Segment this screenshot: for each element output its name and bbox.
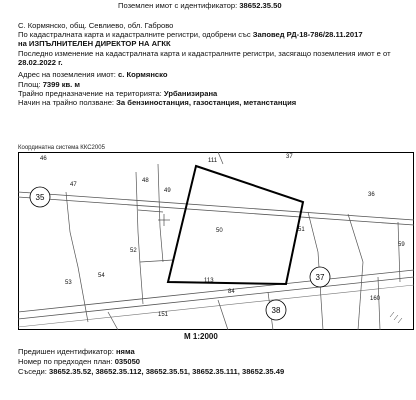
target-parcel-outline <box>168 166 303 284</box>
address-row: Адрес на поземления имот: с. Кормянско <box>18 70 168 79</box>
usage-row: Начин на трайно ползване: За бензиностанция, газостанция, метанстанция <box>18 98 297 107</box>
parcel-label-111: 111 <box>208 158 218 164</box>
parcel-label-51: 51 <box>298 227 305 233</box>
parcel-label-55: 54 <box>98 273 105 279</box>
parcel-labels <box>40 154 405 318</box>
plan-no-row: Номер по предходен план: 035050 <box>18 357 141 366</box>
parcel-label-160: 160 <box>370 296 381 302</box>
coord-system: Координатна система ККС2005 <box>18 145 105 151</box>
parcel-label-113: 113 <box>204 278 214 284</box>
parcel-label-53: 53 <box>65 280 72 286</box>
approved-line: По кадастралната карта и кадастралните регистри, одобрени със Заповед РД-18-786/28.11.2017 <box>18 30 363 39</box>
parcel-label-47: 47 <box>70 182 77 188</box>
svg-text:37: 37 <box>315 273 325 282</box>
block-circle-37 <box>310 267 330 287</box>
block-circle-35 <box>30 187 50 207</box>
neighbors-row: Съседи: 38652.35.52, 38652.35.112, 38652.35.51, 38652.35.111, 38652.35.49 <box>18 367 285 376</box>
parcel-label-37: 37 <box>286 154 293 160</box>
structure-marks <box>390 312 402 323</box>
last-change-line: Последно изменение на кадастралната карта и кадастралните регистри, засягащо поземления имот е от <box>18 49 391 58</box>
director-line: на ИЗПЪЛНИТЕЛЕН ДИРЕКТОР НА АГКК <box>18 39 171 48</box>
title-label: Поземлен имот с идентификатор <box>118 1 236 10</box>
road-upper-edge-a <box>18 192 414 220</box>
block-circle-38 <box>266 300 286 320</box>
title-line: Поземлен имот с идентификатор: 38652.35.50 <box>118 1 282 10</box>
last-change-date: 28.02.2022 г. <box>18 58 63 67</box>
prev-id-row: Предишен идентификатор: няма <box>18 347 135 356</box>
approval-order: Заповед РД-18-786/28.11.2017 <box>252 30 363 39</box>
map-frame <box>19 153 414 330</box>
parcel-label-52: 52 <box>130 248 137 254</box>
parcel-label-49: 49 <box>164 188 171 194</box>
parcel-label-54: 84 <box>228 289 235 295</box>
road-upper-edge-b <box>18 197 414 225</box>
parcel-label-59: 59 <box>398 242 405 248</box>
parcel-label-48: 48 <box>142 178 149 184</box>
parcel-label-50: 50 <box>216 228 223 234</box>
map-scale: М 1:2000 <box>184 332 218 341</box>
cadastral-map <box>18 152 414 330</box>
parcel-label-36: 36 <box>368 192 375 198</box>
parcel-label-151: 151 <box>158 312 169 318</box>
svg-text:38: 38 <box>271 306 281 315</box>
address-line: С. Кормянско, общ. Севлиево, обл. Габрово <box>18 21 174 30</box>
territory-row: Трайно предназначение на територията: Урбанизирана <box>18 89 218 98</box>
svg-text:35: 35 <box>35 193 45 202</box>
area-row: Площ: 7399 кв. м <box>18 80 80 89</box>
parcel-identifier: 38652.35.50 <box>239 1 282 10</box>
parcel-label-46: 46 <box>40 156 47 162</box>
